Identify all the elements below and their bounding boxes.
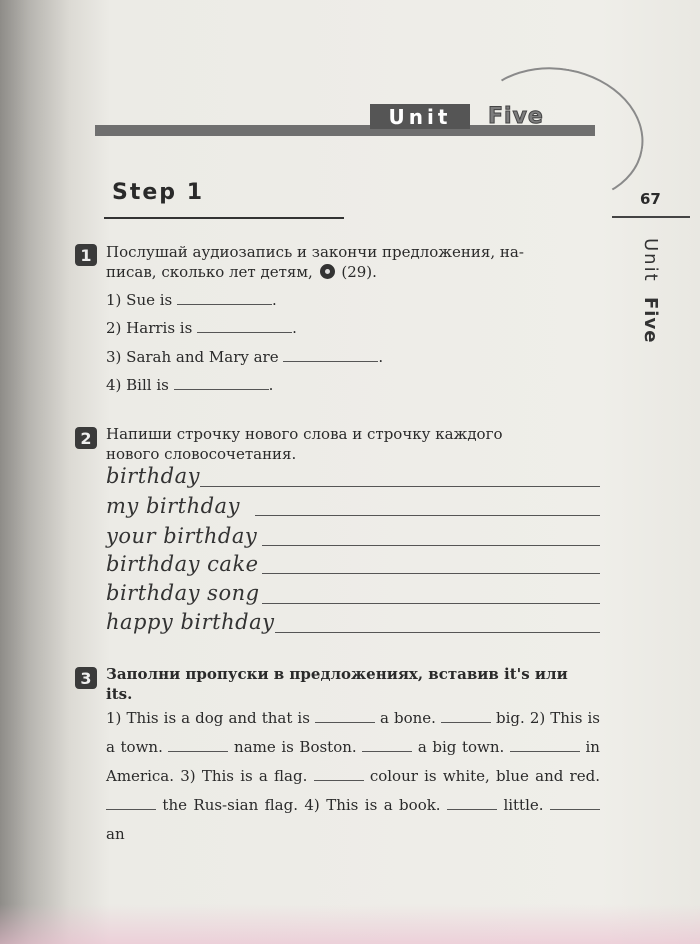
writing-line-4[interactable] <box>262 573 600 574</box>
ex3-blank-9[interactable] <box>550 796 600 810</box>
ex3-part-3: big. 2) This is a town. <box>106 709 600 756</box>
sentence-1-text: 1) Sue is <box>106 291 173 309</box>
task-3-number: 3 <box>75 667 97 689</box>
page-number-rule <box>612 216 690 218</box>
task-3-instruction-line1: Заполни пропуски в предложениях, вставив it's или <box>106 665 568 683</box>
copy-word-4: birthday cake <box>106 552 259 576</box>
task-1-sentence-1 <box>106 290 277 309</box>
task-1-sentence-4 <box>106 375 273 394</box>
task-2-instruction <box>106 424 502 464</box>
copy-word-1: birthday <box>106 464 200 488</box>
cd-icon <box>320 264 335 279</box>
sentence-2-text: 2) Harris is <box>106 319 193 337</box>
task-3-instruction-line2: its. <box>106 685 133 703</box>
task-1-instruction-line2b: (29). <box>341 263 377 281</box>
task-1-sentence-2 <box>106 318 297 337</box>
task-3-exercise-text <box>106 704 600 849</box>
ex3-blank-8[interactable] <box>447 796 497 810</box>
sentence-2-end: . <box>292 319 297 337</box>
task-2-instruction-line2: нового словосочетания. <box>106 445 297 463</box>
task-2-instruction-line1: Напиши строчку нового слова и строчку каждого <box>106 425 503 443</box>
ex3-part-10: an <box>106 825 125 843</box>
sentence-3-end: . <box>378 348 384 366</box>
answer-blank-3[interactable] <box>283 347 378 362</box>
writing-line-6[interactable] <box>275 632 600 633</box>
answer-blank-1[interactable] <box>177 290 272 305</box>
task-2-number: 2 <box>75 427 97 449</box>
sentence-3-text: 3) Sarah and Mary are <box>106 348 279 366</box>
ex3-part-2: a bone. <box>379 709 436 727</box>
ex3-blank-3[interactable] <box>168 738 228 752</box>
ex3-part-8: the Rus-sian flag. 4) This is a book. <box>162 796 441 814</box>
page-number: 67 <box>640 190 661 208</box>
copy-word-3: your birthday <box>106 524 258 548</box>
answer-blank-4[interactable] <box>174 375 269 390</box>
sentence-4-text: 4) Bill is <box>106 376 169 394</box>
task-1-instruction-line2a: писав, сколько лет детям, <box>106 263 313 281</box>
side-unit-number: Five <box>640 296 661 344</box>
ex3-part-7: colour is white, blue and red. <box>369 767 600 785</box>
ex3-blank-1[interactable] <box>315 709 375 723</box>
sentence-4-end: . <box>268 376 274 394</box>
ex3-blank-4[interactable] <box>362 738 412 752</box>
copy-word-5: birthday song <box>106 581 260 605</box>
copy-word-6: happy birthday <box>106 610 275 634</box>
ex3-part-1: 1) This is a dog and that is <box>106 709 310 727</box>
writing-line-1[interactable] <box>200 486 600 487</box>
ex3-part-4: name is Boston. <box>234 738 357 756</box>
unit-label: Unit <box>370 104 470 129</box>
task-1-sentence-3 <box>106 347 383 366</box>
side-unit-word: Unit <box>640 238 661 283</box>
page-edge-tint <box>0 904 700 944</box>
step-title: Step 1 <box>112 180 204 205</box>
ex3-blank-5[interactable] <box>510 738 580 752</box>
task-1-instruction-line1: Послушай аудиозапись и закончи предложения, на- <box>106 243 524 261</box>
writing-line-3[interactable] <box>262 545 600 546</box>
task-1-number: 1 <box>75 244 97 266</box>
ex3-blank-2[interactable] <box>441 709 491 723</box>
copy-word-2: my birthday <box>106 494 240 518</box>
sentence-1-end: . <box>272 291 277 309</box>
unit-number: Five <box>488 104 544 129</box>
task-3-instruction <box>106 664 568 704</box>
ex3-part-9: little. <box>503 796 544 814</box>
writing-line-5[interactable] <box>262 603 600 604</box>
ex3-part-5: a big town. <box>417 738 505 756</box>
ex3-blank-6[interactable] <box>314 767 364 781</box>
ex3-part-6: in America. 3) This is a flag. <box>106 738 600 785</box>
step-underline <box>104 217 344 219</box>
task-1-instruction <box>106 242 524 282</box>
side-unit-label <box>640 238 664 343</box>
ex3-blank-7[interactable] <box>106 796 156 810</box>
answer-blank-2[interactable] <box>197 318 292 333</box>
writing-line-2[interactable] <box>255 515 600 516</box>
